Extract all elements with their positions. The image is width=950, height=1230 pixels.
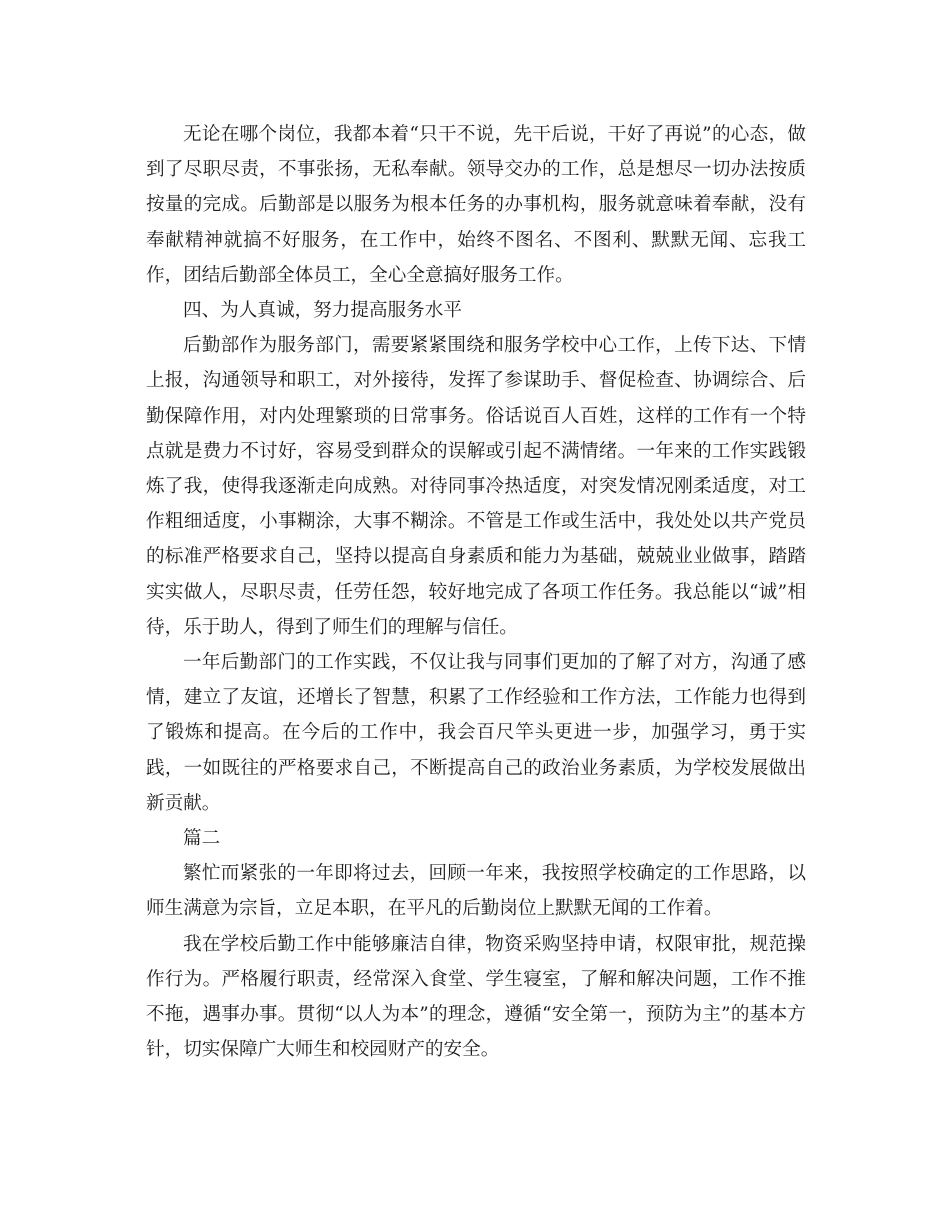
section-heading-part-two: 篇二 [183,828,221,850]
paragraph-summary-outlook: 一年后勤部门的工作实践，不仅让我与同事们更加的了解了对方，沟通了感情，建立了友谊，还增长了智慧，积累了工作经验和工作方法，工作能力也得到了锻炼和提高。在今后的工作中，我会百尺竿头更进一步，加强学习，勇于实践，一如既往的严格要求自己，不断提高自己的政治业务素质，为学校发展做出新贡献。 [146,652,806,814]
paragraph-integrity-safety: 我在学校后勤工作中能够廉洁自律，物资采购坚持申请，权限审批，规范操作行为。严格履行职责，经常深入食堂、学生寝室，了解和解决问题，工作不推不拖，遇事办事。贯彻“以人为本”的理念，遵循“安全第一，预防为主”的基本方针，切实保障广大师生和校园财产的安全。 [146,933,806,1061]
section-heading-sincerity: 四、为人真诚，努力提高服务水平 [183,300,462,322]
document-body [146,117,806,1067]
paragraph-dedication: 无论在哪个岗位，我都本着“只干不说，先干后说，干好了再说”的心态，做到了尽职尽责，不事张扬，无私奉献。领导交办的工作，总是想尽一切办法按质按量的完成。后勤部是以服务为根本任务的办事机构，服务就意味着奉献，没有奉献精神就搞不好服务，在工作中，始终不图名、不图利、默默无闻、忘我工作，团结后勤部全体员工，全心全意搞好服务工作。 [146,124,806,286]
paragraph-service-department: 后勤部作为服务部门，需要紧紧围绕和服务学校中心工作，上传下达、下情上报，沟通领导和职工，对外接待，发挥了参谋助手、督促检查、协调综合、后勤保障作用，对内处理繁琐的日常事务。俗话说百人百姓，这样的工作有一个特点就是费力不讨好，容易受到群众的误解或引起不满情绪。一年来的工作实践锻炼了我，使得我逐渐走向成熟。对待同事冷热适度，对突发情况刚柔适度，对工作粗细适度，小事糊涂，大事不糊涂。不管是工作或生活中，我处处以共产党员的标准严格要求自己，坚持以提高自身素质和能力为基础，兢兢业业做事，踏踏实实做人，尽职尽责，任劳任怨，较好地完成了各项工作任务。我总能以“诚”相待，乐于助人，得到了师生们的理解与信任。 [146,335,806,638]
paragraph-year-review: 繁忙而紧张的一年即将过去，回顾一年来，我按照学校确定的工作思路，以师生满意为宗旨，立足本职，在平凡的后勤岗位上默默无闻的工作着。 [146,863,806,920]
